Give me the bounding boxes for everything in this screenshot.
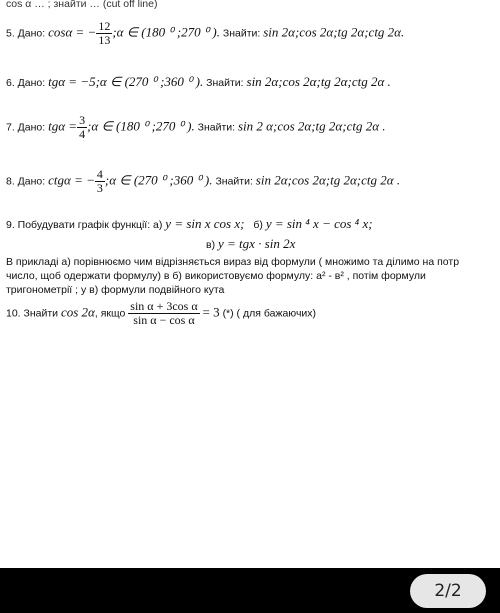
task-5: 5. Дано: cosα = − $\frac{12}{13}$ ;α ∈ (180 ⁰ ;270 ⁰ ). Знайти: sin 2α;cos 2α;tg 2α;ctg 2α.: [6, 19, 405, 47]
task-7: 7. Дано: tgα = $\frac{3}{4}$ ;α ∈ (180 ⁰ ;270 ⁰ ). Знайти: sin 2 α;cos 2α;tg 2α;ctg 2α .: [6, 113, 386, 141]
task-9-c: в) y = tgx · sin 2x: [206, 236, 296, 251]
task-6: 6. Дано: tgα = −5;α ∈ (270 ⁰ ;360 ⁰ ). Знайти: sin 2α;cos 2α;tg 2α;ctg 2α .: [6, 74, 391, 89]
cut-off-line: cos α … ; знайти … (cut off line): [6, 0, 158, 10]
note-line-2: число, щоб одержати формулу) в б) використовуємо формулу: а² - в² , потім формули: [6, 270, 426, 282]
fraction: $\frac{12}{13}$: [98, 19, 111, 47]
task-9: 9. Побудувати графік функції: а) y = sin x cos x; б) y = sin ⁴ x − cos ⁴ x;: [6, 216, 373, 231]
note-line-3: тригонометрії ; у в) формули подвійного кута: [6, 284, 225, 296]
page-indicator[interactable]: 2/2: [410, 574, 486, 608]
fraction: $\frac{\text{sin α + 3cos α}}{\text{sin α − cos α}}$: [130, 299, 198, 327]
fraction: $\frac{3}{4}$: [79, 113, 86, 141]
note-line-1: В прикладі а) порівнюємо чим відрізняється вираз від формули ( множимо та ділимо на потр: [6, 256, 460, 268]
fraction: $\frac{4}{3}$: [96, 167, 103, 195]
task-8: 8. Дано: ctgα = − $\frac{4}{3}$ ;α ∈ (270 ⁰ ;360 ⁰ ). Знайти: sin 2α;cos 2α;tg 2α;ctg 2α .: [6, 167, 401, 195]
task-10: 10. Знайти cos 2α, якщо $\frac{\text{sin α + 3cos α}}{\text{sin α − cos α}}$ = 3 (*) ( для бажаючих): [6, 299, 317, 327]
